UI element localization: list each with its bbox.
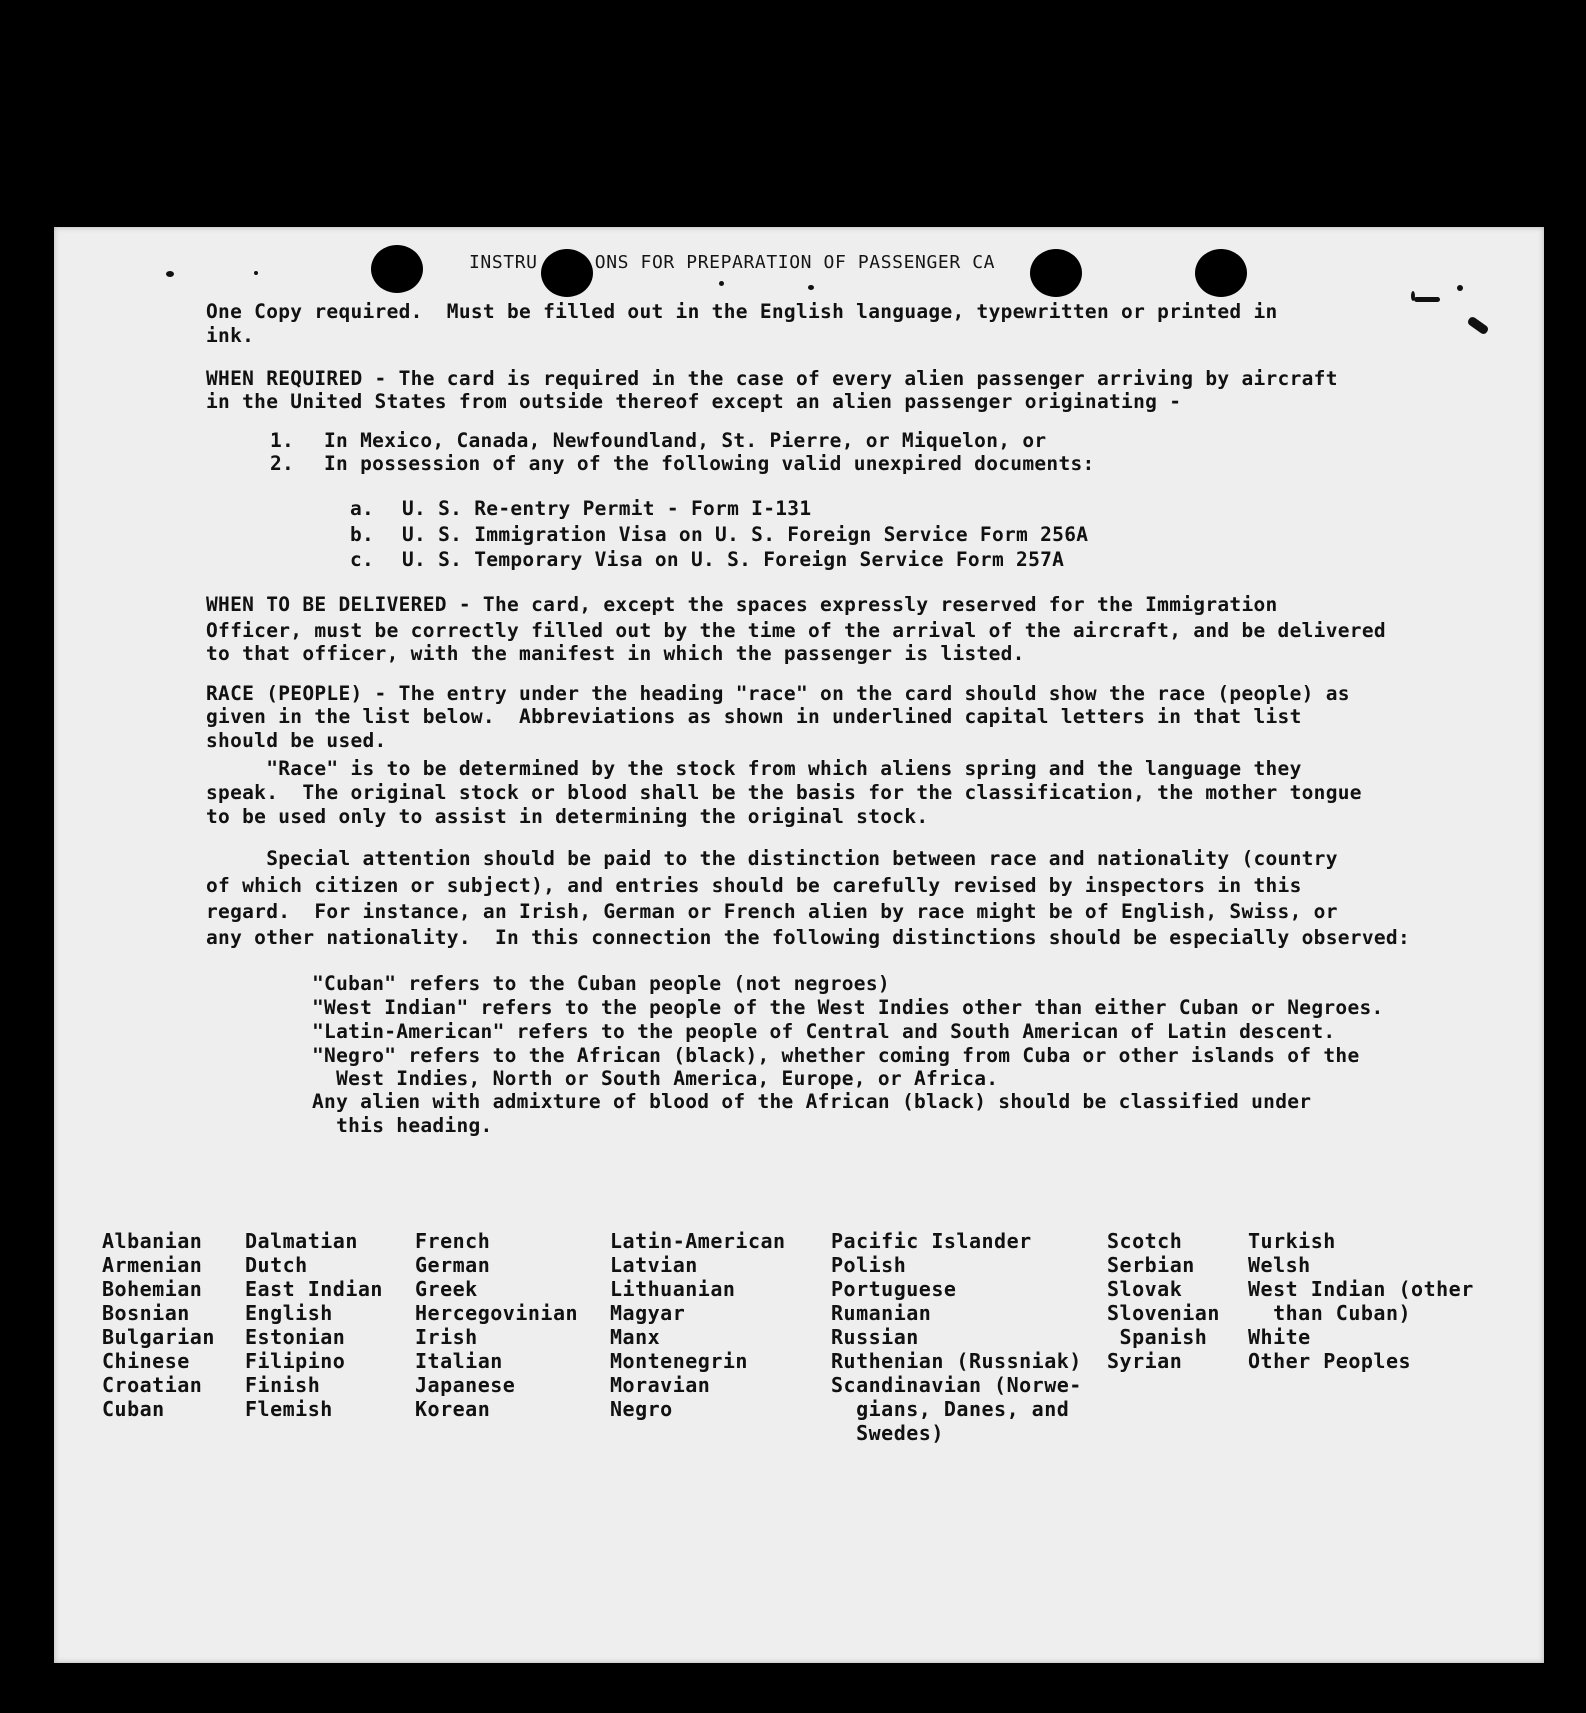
lettered-item-text: U. S. Re-entry Permit - Form I-131 xyxy=(402,497,812,520)
race-column xyxy=(831,1229,1082,1445)
race-column xyxy=(102,1229,215,1421)
race-list-item: Korean xyxy=(415,1397,491,1421)
ink-speck xyxy=(719,281,724,286)
race-list-item: Other Peoples xyxy=(1248,1349,1412,1373)
race-list-item: Cuban xyxy=(102,1397,165,1421)
race-list-item: Dalmatian xyxy=(245,1229,358,1253)
race-list-item: English xyxy=(245,1301,333,1325)
race-list-item: Bulgarian xyxy=(102,1325,215,1349)
race-list-item: Irish xyxy=(415,1325,478,1349)
ink-speck xyxy=(254,271,258,275)
race-list-item: Latin-American xyxy=(610,1229,786,1253)
race-list-item: Armenian xyxy=(102,1253,203,1277)
race-people-line: should be used. xyxy=(206,729,387,752)
punch-hole xyxy=(371,245,423,293)
distinction-line: "Latin-American" refers to the people of Central and South American of Latin descent. xyxy=(312,1020,1336,1043)
race-list-item: Scotch xyxy=(1107,1229,1183,1253)
punch-hole xyxy=(1030,249,1082,297)
numbered-item-number: 2. xyxy=(270,452,295,475)
race-list-item: Latvian xyxy=(610,1253,698,1277)
race-list-item: Lithuanian xyxy=(610,1277,736,1301)
intro-line: One Copy required. Must be filled out in the English language, typewritten or printed in xyxy=(206,300,1278,323)
race-definition-line: speak. The original stock or blood shall be the basis for the classification, the mother tongue xyxy=(206,781,1362,804)
numbered-item-text: In Mexico, Canada, Newfoundland, St. Pierre, or Miquelon, or xyxy=(324,429,1047,452)
race-column xyxy=(610,1229,786,1421)
race-column xyxy=(415,1229,578,1421)
race-list-item: Filipino xyxy=(245,1349,346,1373)
race-list-item: Welsh xyxy=(1248,1253,1311,1277)
race-list-item: White xyxy=(1248,1325,1311,1349)
race-list-item: Italian xyxy=(415,1349,503,1373)
special-attention-line: any other nationality. In this connection the following distinctions should be especially observed: xyxy=(206,926,1410,949)
race-list-item: Flemish xyxy=(245,1397,333,1421)
when-required-line: in the United States from outside thereof except an alien passenger originating - xyxy=(206,390,1182,413)
race-list-item: Greek xyxy=(415,1277,478,1301)
race-list-item: gians, Danes, and xyxy=(831,1397,1070,1421)
when-delivered-line: Officer, must be correctly filled out by the time of the arrival of the aircraft, and be delivered xyxy=(206,619,1386,642)
race-list-item: French xyxy=(415,1229,491,1253)
document-page xyxy=(54,227,1544,1663)
ink-speck xyxy=(1414,297,1440,302)
numbered-item-number: 1. xyxy=(270,429,295,452)
special-attention-line: regard. For instance, an Irish, German or French alien by race might be of English, Swiss, or xyxy=(206,900,1338,923)
lettered-item-text: U. S. Temporary Visa on U. S. Foreign Service Form 257A xyxy=(402,548,1065,571)
page-title: INSTRU ONS FOR PREPARATION OF PASSENGER CA xyxy=(469,252,996,273)
distinction-line: Any alien with admixture of blood of the African (black) should be classified under xyxy=(312,1090,1312,1113)
race-definition-line: to be used only to assist in determining the original stock. xyxy=(206,805,929,828)
special-attention-line: Special attention should be paid to the distinction between race and nationality (country xyxy=(206,847,1338,870)
lettered-item-letter: a. xyxy=(350,497,375,520)
race-list-item: Swedes) xyxy=(831,1421,944,1445)
lettered-item-letter: b. xyxy=(350,523,375,546)
distinction-line: this heading. xyxy=(312,1114,493,1137)
race-list-item: Slovenian xyxy=(1107,1301,1220,1325)
race-list-item: Ruthenian (Russniak) xyxy=(831,1349,1082,1373)
race-list-item: Hercegovinian xyxy=(415,1301,579,1325)
race-list-item: Chinese xyxy=(102,1349,190,1373)
race-list-item: Serbian xyxy=(1107,1253,1195,1277)
race-list-item: Slovak xyxy=(1107,1277,1183,1301)
race-people-line: RACE (PEOPLE) - The entry under the heading "race" on the card should show the race (people) as xyxy=(206,682,1350,705)
race-list-item: Turkish xyxy=(1248,1229,1336,1253)
race-list-item: Moravian xyxy=(610,1373,711,1397)
special-attention-line: of which citizen or subject), and entries should be carefully revised by inspectors in this xyxy=(206,874,1302,897)
race-list-item: Montenegrin xyxy=(610,1349,748,1373)
race-list-item: Estonian xyxy=(245,1325,346,1349)
race-list-item: Spanish xyxy=(1107,1325,1208,1349)
race-list-item: Finish xyxy=(245,1373,321,1397)
race-list-item: Magyar xyxy=(610,1301,686,1325)
race-list-item: Negro xyxy=(610,1397,673,1421)
distinction-line: "West Indian" refers to the people of the West Indies other than either Cuban or Negroes. xyxy=(312,996,1384,1019)
numbered-item-text: In possession of any of the following valid unexpired documents: xyxy=(324,452,1095,475)
race-column xyxy=(245,1229,383,1421)
race-list-item: Manx xyxy=(610,1325,661,1349)
distinction-line: West Indies, North or South America, Europe, or Africa. xyxy=(312,1067,999,1090)
race-list-item: Croatian xyxy=(102,1373,203,1397)
ink-speck xyxy=(808,285,814,290)
lettered-item-letter: c. xyxy=(350,548,375,571)
ink-speck xyxy=(166,271,174,277)
race-list-item: West Indian (other xyxy=(1248,1277,1474,1301)
distinction-line: "Cuban" refers to the Cuban people (not negroes) xyxy=(312,972,890,995)
race-list-item: German xyxy=(415,1253,491,1277)
race-people-line: given in the list below. Abbreviations as shown in underlined capital letters in that list xyxy=(206,705,1302,728)
race-list-item: Syrian xyxy=(1107,1349,1183,1373)
ink-speck xyxy=(1466,316,1489,336)
race-list-item: Pacific Islander xyxy=(831,1229,1032,1253)
race-list-item: than Cuban) xyxy=(1248,1301,1412,1325)
race-list-item: Bosnian xyxy=(102,1301,190,1325)
punch-hole xyxy=(1195,249,1247,297)
when-delivered-line: to that officer, with the manifest in which the passenger is listed. xyxy=(206,642,1025,665)
race-list-item: Portuguese xyxy=(831,1277,957,1301)
race-column xyxy=(1248,1229,1474,1373)
race-list-item: East Indian xyxy=(245,1277,383,1301)
distinction-line: "Negro" refers to the African (black), whether coming from Cuba or other islands of the xyxy=(312,1044,1360,1067)
when-delivered-line: WHEN TO BE DELIVERED - The card, except the spaces expressly reserved for the Immigration xyxy=(206,593,1278,616)
ink-speck xyxy=(1457,285,1463,291)
race-definition-line: "Race" is to be determined by the stock from which aliens spring and the language they xyxy=(206,757,1302,780)
race-list-item: Rumanian xyxy=(831,1301,932,1325)
race-list-item: Japanese xyxy=(415,1373,516,1397)
race-list-item: Russian xyxy=(831,1325,919,1349)
race-list-item: Dutch xyxy=(245,1253,308,1277)
lettered-item-text: U. S. Immigration Visa on U. S. Foreign Service Form 256A xyxy=(402,523,1089,546)
race-list-item: Polish xyxy=(831,1253,907,1277)
race-list-item: Albanian xyxy=(102,1229,203,1253)
race-list-item: Bohemian xyxy=(102,1277,203,1301)
when-required-line: WHEN REQUIRED - The card is required in the case of every alien passenger arriving by aircraft xyxy=(206,367,1338,390)
intro-line: ink. xyxy=(206,324,255,347)
race-list-item: Scandinavian (Norwe- xyxy=(831,1373,1082,1397)
race-column xyxy=(1107,1229,1220,1373)
